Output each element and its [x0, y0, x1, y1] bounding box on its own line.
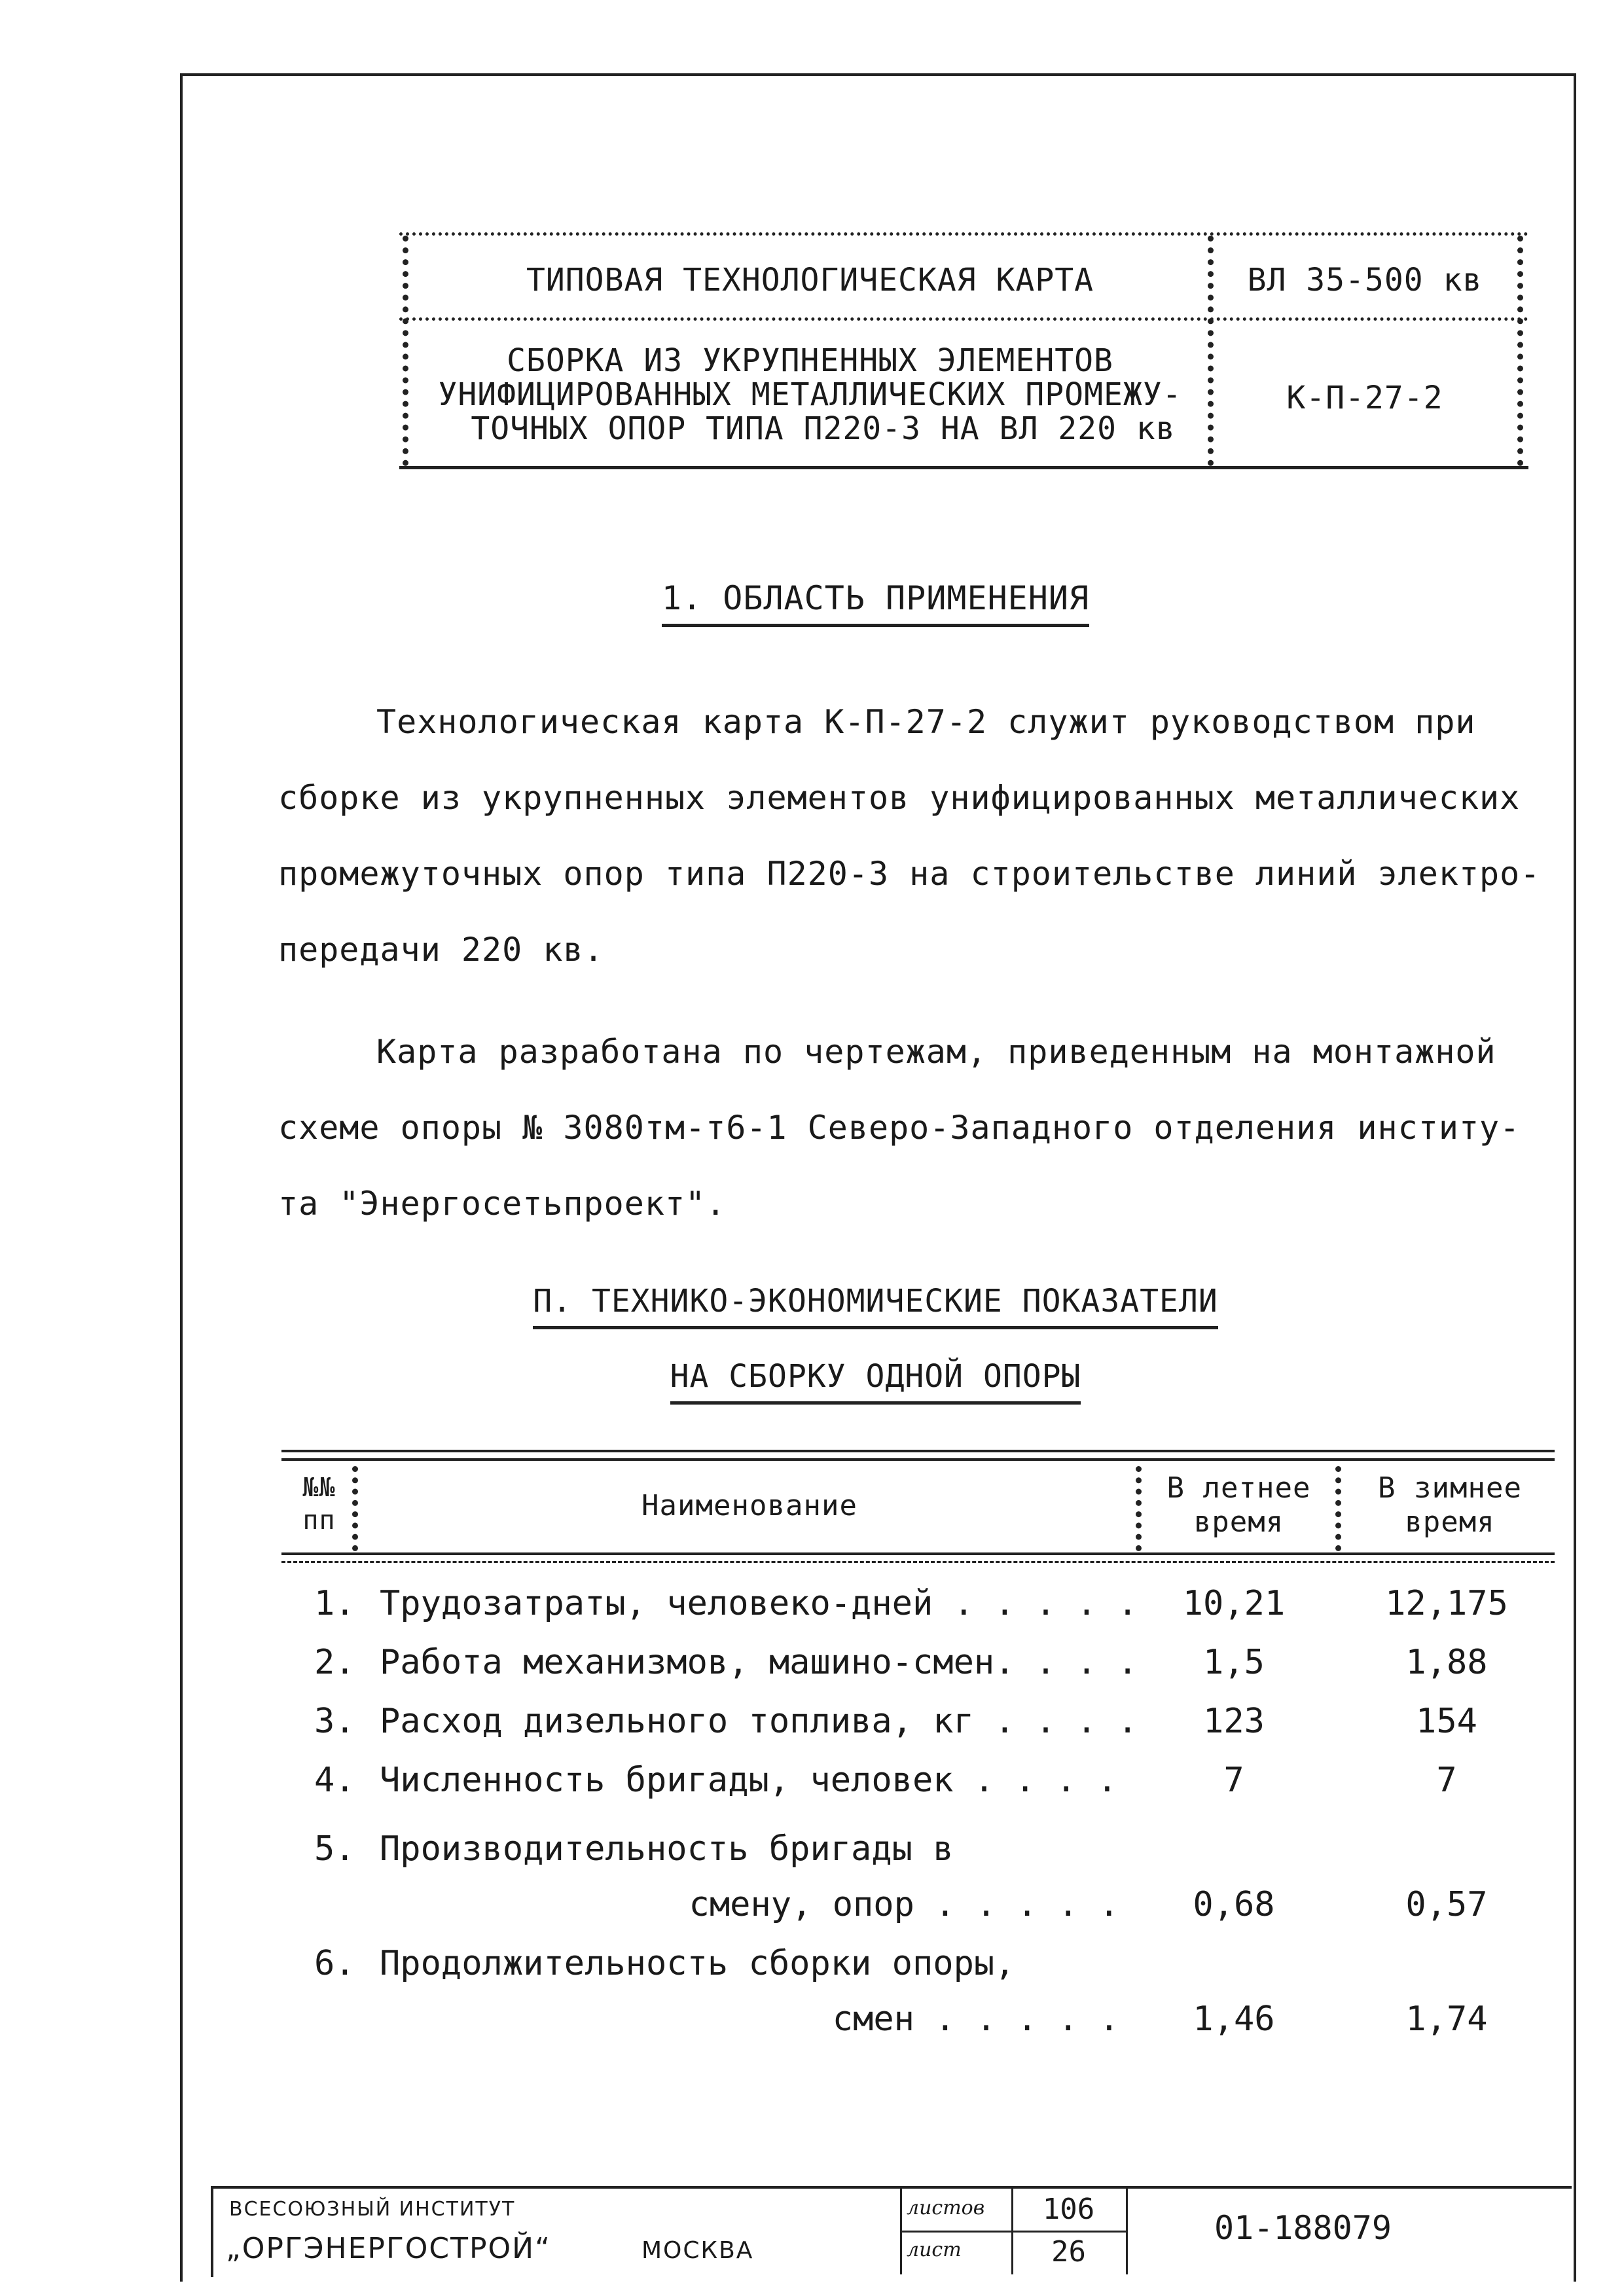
- row-winter: 7: [1436, 1761, 1457, 1800]
- row-name: Работа механизмов, машино-смен. . . .: [380, 1643, 1138, 1682]
- paragraph-line: сборке из укрупненных элементов унифицированных металлических: [278, 779, 1521, 817]
- header-mid-rule: [399, 317, 1528, 321]
- header-num: [288, 1471, 350, 1537]
- row-winter: 154: [1416, 1702, 1477, 1741]
- header-top-rule: [399, 232, 1528, 236]
- row-summer: 10,21: [1182, 1584, 1286, 1623]
- stamp-org-name: „ОРГЭНЕРГОСТРОЙ“: [226, 2232, 551, 2265]
- table-top-rule: [281, 1458, 1555, 1461]
- section-2-heading-line-2: НА СБОРКУ ОДНОЙ ОПОРЫ: [670, 1358, 1081, 1405]
- subtitle-line: СБОРКА ИЗ УКРУПНЕННЫХ ЭЛЕМЕНТОВ: [507, 342, 1113, 379]
- stamp-divider: [1126, 2189, 1128, 2274]
- paragraph-line: промежуточных опор типа П220-3 на строительстве линий электро-: [278, 855, 1541, 893]
- header-divider: [1208, 236, 1214, 466]
- section-1-text: [278, 684, 1555, 1242]
- table-header-rule: [281, 1552, 1555, 1555]
- row-num: 2.: [314, 1643, 355, 1682]
- row-summer: 1,46: [1193, 2000, 1275, 2039]
- section-2-heading: [180, 1283, 1571, 1329]
- header-winter-line: В зимнее: [1378, 1471, 1522, 1505]
- table-top-rule: [281, 1450, 1555, 1452]
- paragraph-line: Карта разработана по чертежам, приведенным на монтажной: [376, 1033, 1496, 1071]
- header-num-line: №№: [302, 1473, 336, 1503]
- row-summer: 0,68: [1193, 1885, 1275, 1924]
- section-1: [180, 579, 1571, 627]
- column-divider: [1335, 1466, 1341, 1551]
- row-num: 5.: [314, 1829, 355, 1869]
- header-winter: [1345, 1471, 1555, 1539]
- column-divider: [352, 1466, 358, 1551]
- section-2-heading-line-1: П. ТЕХНИКО-ЭКОНОМИЧЕСКИЕ ПОКАЗАТЕЛИ: [533, 1283, 1218, 1329]
- header-summer-line: В летнее: [1166, 1471, 1311, 1505]
- row-summer: 1,5: [1203, 1643, 1265, 1682]
- row-winter: 0,57: [1405, 1885, 1488, 1924]
- paragraph-line: схеме опоры № 3080тм-т6-1 Северо-Западного отделения институ-: [278, 1109, 1521, 1147]
- stamp-doc-number: 01-188079: [1214, 2209, 1392, 2247]
- row-name-continued: смен . . . . .: [832, 2000, 1119, 2039]
- row-num: 1.: [314, 1584, 355, 1623]
- row-num: 6.: [314, 1944, 355, 1983]
- header-left-rule: [403, 236, 408, 466]
- section-2-subheading: [180, 1358, 1571, 1405]
- row-winter: 12,175: [1385, 1584, 1508, 1623]
- header-num-line: пп: [302, 1505, 336, 1535]
- subtitle-line: УНИФИЦИРОВАННЫХ МЕТАЛЛИЧЕСКИХ ПРОМЕЖУ-: [438, 376, 1182, 413]
- row-name: Расход дизельного топлива, кг . . . .: [380, 1702, 1138, 1741]
- stamp-row-rule: [900, 2231, 1126, 2233]
- header-bottom-rule: [399, 466, 1528, 469]
- card-type-title: ТИПОВАЯ ТЕХНОЛОГИЧЕСКАЯ КАРТА: [526, 262, 1094, 298]
- row-name: Трудозатраты, человеко-дней . . . . .: [380, 1584, 1138, 1623]
- header-right-rule: [1517, 236, 1523, 466]
- row-num: 4.: [314, 1761, 355, 1800]
- row-name: Продолжительность сборки опоры,: [380, 1944, 1015, 1983]
- row-num: 3.: [314, 1702, 355, 1741]
- stamp-sheet-label: лист: [907, 2238, 962, 2261]
- row-summer: 123: [1203, 1702, 1265, 1741]
- subtitle-line: ТОЧНЫХ ОПОР ТИПА П220-3 НА ВЛ 220 кв: [471, 410, 1176, 447]
- header-summer-line: время: [1193, 1505, 1284, 1539]
- table-header-rule: [281, 1561, 1555, 1563]
- stamp-org-line-1: ВСЕСОЮЗНЫЙ ИНСТИТУТ: [229, 2198, 516, 2221]
- row-name-continued: смену, опор . . . . .: [689, 1885, 1119, 1924]
- paragraph-line: передачи 220 кв.: [278, 931, 604, 969]
- stamp-sheets-label: листов: [907, 2197, 985, 2219]
- paragraph-line: та "Энергосетьпроект".: [278, 1185, 727, 1223]
- row-winter: 1,88: [1405, 1643, 1488, 1682]
- header-name: Наименование: [641, 1489, 857, 1522]
- card-number: К-П-27-2: [1286, 380, 1443, 416]
- stamp-sheets-value: 106: [1042, 2193, 1095, 2226]
- stamp-sheet-value: 26: [1051, 2235, 1086, 2269]
- header-summer: [1146, 1471, 1332, 1539]
- stamp-city: МОСКВА: [641, 2237, 754, 2264]
- row-name: Производительность бригады в: [380, 1829, 954, 1869]
- row-summer: 7: [1223, 1761, 1244, 1800]
- section-1-heading: 1. ОБЛАСТЬ ПРИМЕНЕНИЯ: [662, 579, 1089, 627]
- paragraph-line: Технологическая карта К-П-27-2 служит руководством при: [376, 703, 1476, 741]
- header-winter-line: время: [1405, 1505, 1495, 1539]
- card-subtitle: [419, 344, 1201, 446]
- row-winter: 1,74: [1405, 2000, 1488, 2039]
- series-code: ВЛ 35-500 кв: [1247, 262, 1483, 298]
- column-divider: [1136, 1466, 1142, 1551]
- row-name: Численность бригады, человек . . . .: [380, 1761, 1118, 1800]
